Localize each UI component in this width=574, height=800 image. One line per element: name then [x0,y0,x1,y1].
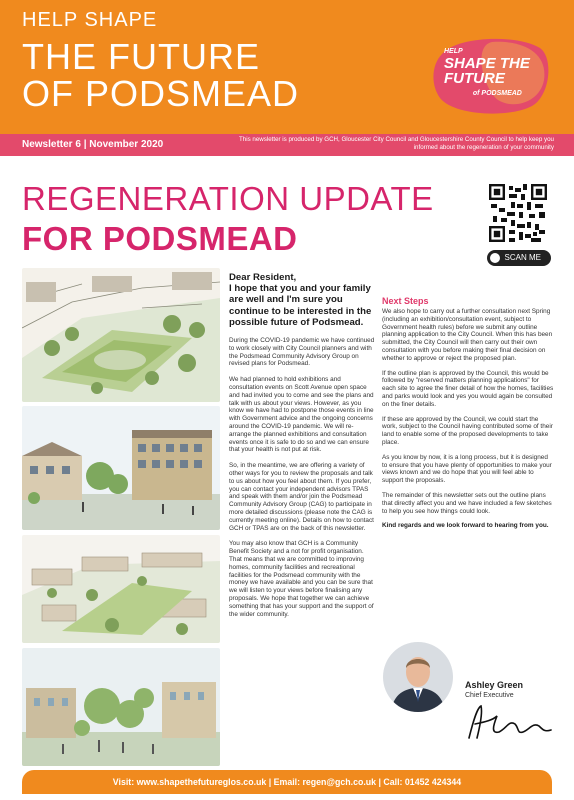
paragraph: So, in the meantime, we are offering a variety of other ways for you to review the proposals and talk to us about how you feel about them. If you prefer, you can contact your independent advisors TPAS and speak with them and/or join the Podsmead Community Advisory Group (CAG) to participate in more detailed discussions (please note the CAG is currently meeting online). Details on how to contact GCH or TPAS are on the back of this newsletter. [229,462,374,532]
header-kicker: HELP SHAPE [22,9,158,31]
green-space-sketch [22,648,220,766]
next-steps-column [382,296,554,530]
scan-me-label: SCAN ME [504,253,541,262]
contact-footer [22,770,552,794]
header-headline [22,38,299,112]
paragraph: You may also know that GCH is a Community Benefit Society and a not for profit organisation. That means that we are committed to improving homes, community facilities and recreational facilities for the Podsmead community with the money we have available and you can be sure that we will listen to your views before finalising any proposals. We hope that together we can achieve something that has your support and the support of the wider community. [229,540,374,618]
logo-line-4: of PODSMEAD [472,90,522,97]
paragraph: We had planned to hold exhibitions and consultation events on Scott Avenue open space and had invited you to come and see the plans and talk with us about your views. However, as you know we have had to postpone those events in line with Government advice and the ongoing concerns around the COVID-19 pandemic. We will re-arrange the planned exhibitions and consultation events once it is safe to do so and we can ensure that your health is not put at risk. [229,376,374,454]
headline-line-1: THE FUTURE [22,36,260,77]
logo-text [444,48,530,101]
paragraph: As you know by now, it is a long process, but it is designed to ensure that you have plenty of opportunities to make your views known and we do hope that you will feel able to support the proposals. [382,453,552,485]
logo-line-3: FUTURE [444,70,505,87]
chief-executive-photo [383,642,453,712]
lead-paragraph: I hope that you and your family are well and I'm sure you continue to be interested in the possible future of Podsmead. [229,283,372,328]
page-title-line-1: REGENERATION UPDATE [22,180,434,217]
paragraph: During the COVID-19 pandemic we have continued to work closely with City Council planners and with the Podsmead Community Advisory Group on revised plans for Podsmead. [229,337,375,368]
paragraph: The remainder of this newsletter sets out the outline plans that directly affect you and we have included a few sketches to help you see how things could look. [382,491,552,515]
phone-scan-icon [490,253,500,263]
sign-off: Kind regards and we look forward to hearing from you. [382,522,549,530]
qr-code[interactable] [489,184,547,242]
scan-me-badge[interactable] [487,250,551,266]
signatory-title: Chief Executive [465,692,514,699]
header-banner [0,0,574,134]
letter-lead [229,272,375,328]
paragraph: If these are approved by the Council, we could start the work, subject to the Council having contributed some of their land to enable some of the proposed developments to take place. [382,415,553,446]
help-shape-logo [432,36,552,116]
next-steps-heading: Next Steps [382,296,429,306]
page-title-line-2: FOR PODSMEAD [22,220,298,257]
paragraph: We also hope to carry out a further consultation next Spring (including an exhibition/consultation event, subject to Government health rules) before we submit any outline planning application to the City Council. When this has been submitted, the City Council will then carry out their own consultation with you before making their final decision on whether to approve or reject the proposed plan. [382,308,553,362]
paragraph: If the outline plan is approved by the Council, this would be followed by "reserved matters planning applications" for each site to agree the finer detail of how the homes, facilities and parks would look and yes you would again be consulted on the finer details. [382,369,554,408]
headline-line-2: OF PODSMEAD [22,73,300,114]
letter-column [229,272,375,626]
logo-line-1: HELP [444,48,463,55]
greeting: Dear Resident, [229,272,297,283]
park-plan-sketch [22,268,220,402]
newsletter-strip [0,134,574,156]
housing-street-sketch [22,406,220,530]
handwritten-signature [463,702,553,742]
producer-note: This newsletter is produced by GCH, Gloucester City Council and Gloucestershire County Council to help keep you informed about the regeneration of your community [238,136,554,151]
footer-contact-text[interactable]: Visit: www.shapethefutureglos.co.uk | Email: regen@gch.co.uk | Call: 01452 424344 [112,777,462,787]
signatory-name: Ashley Green [465,680,524,690]
issue-label: Newsletter 6 | November 2020 [22,139,164,150]
site-plan-sketch [22,535,220,643]
logo-line-2: SHAPE THE [444,55,530,72]
